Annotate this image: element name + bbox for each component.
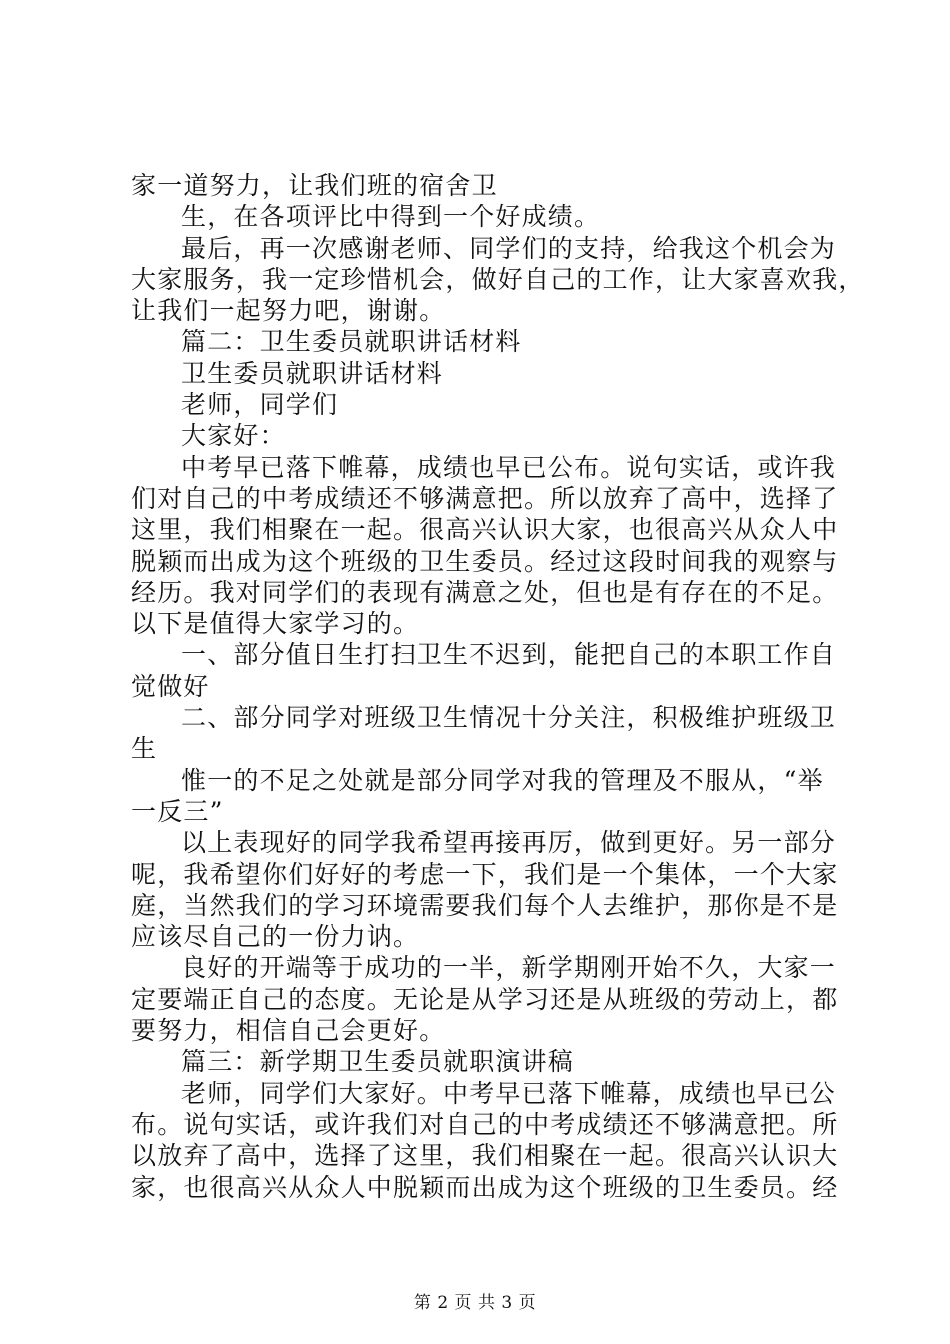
text-line: 良好的开端等于成功的一半，新学期刚开始不久，大家一 <box>181 953 837 983</box>
text-line: 中考早已落下帷幕，成绩也早已公布。说句实话，或许我 <box>181 452 837 482</box>
text-line: 老师，同学们 <box>181 390 339 420</box>
text-line: 要努力，相信自己会更好。 <box>131 1016 446 1046</box>
text-line: 生 <box>131 734 158 764</box>
text-line: 一反三” <box>131 796 224 826</box>
text-line: 家，也很高兴从众人中脱颖而出成为这个班级的卫生委员。经 <box>131 1172 839 1202</box>
text-line: 庭，当然我们的学习环境需要我们每个人去维护，那你是不是 <box>131 890 839 920</box>
text-line: 觉做好 <box>131 671 210 701</box>
text-line: 二、部分同学对班级卫生情况十分关注，积极维护班级卫 <box>181 703 837 733</box>
text-line: 篇二：卫生委员就职讲话材料 <box>181 327 522 357</box>
text-line: 大家好： <box>181 421 286 451</box>
text-line: 让我们一起努力吧，谢谢。 <box>131 296 446 326</box>
text-line: 定要端正自己的态度。无论是从学习还是从班级的劳动上，都 <box>131 984 839 1014</box>
text-line: 呢，我希望你们好好的考虑一下，我们是一个集体，一个大家 <box>131 859 839 889</box>
text-line: 老师，同学们大家好。中考早已落下帷幕，成绩也早已公 <box>181 1078 837 1108</box>
text-line: 脱颖而出成为这个班级的卫生委员。经过这段时间我的观察与 <box>131 546 839 576</box>
text-line: 以下是值得大家学习的。 <box>131 609 420 639</box>
text-line: 篇三：新学期卫生委员就职演讲稿 <box>181 1047 575 1077</box>
text-line: 家一道努力，让我们班的宿舍卫 <box>131 171 498 200</box>
text-line: 们对自己的中考成绩还不够满意把。所以放弃了高中，选择了 <box>131 483 839 513</box>
text-line: 布。说句实话，或许我们对自己的中考成绩还不够满意把。所 <box>131 1109 839 1139</box>
text-line: 应该尽自己的一份力讷。 <box>131 922 420 952</box>
text-line: 一、部分值日生打扫卫生不迟到，能把自己的本职工作自 <box>181 640 837 670</box>
text-line: 卫生委员就职讲话材料 <box>181 358 444 388</box>
text-line: 生，在各项评比中得到一个好成绩。 <box>181 202 601 232</box>
text-line: 以放弃了高中，选择了这里，我们相聚在一起。很高兴认识大 <box>131 1141 839 1171</box>
text-line: 大家服务，我一定珍惜机会，做好自己的工作，让大家喜欢我， <box>131 264 865 294</box>
text-line: 这里，我们相聚在一起。很高兴认识大家，也很高兴从众人中 <box>131 515 839 545</box>
text-line: 最后，再一次感谢老师、同学们的支持，给我这个机会为 <box>181 233 837 263</box>
text-line: 以上表现好的同学我希望再接再厉，做到更好。另一部分 <box>181 828 837 858</box>
page-number-footer: 第 2 页 共 3 页 <box>413 1293 537 1313</box>
document-body-text <box>131 170 865 1203</box>
text-line: 经历。我对同学们的表现有满意之处，但也是有存在的不足。 <box>131 577 839 607</box>
text-line: 惟一的不足之处就是部分同学对我的管理及不服从，“举 <box>181 765 824 795</box>
